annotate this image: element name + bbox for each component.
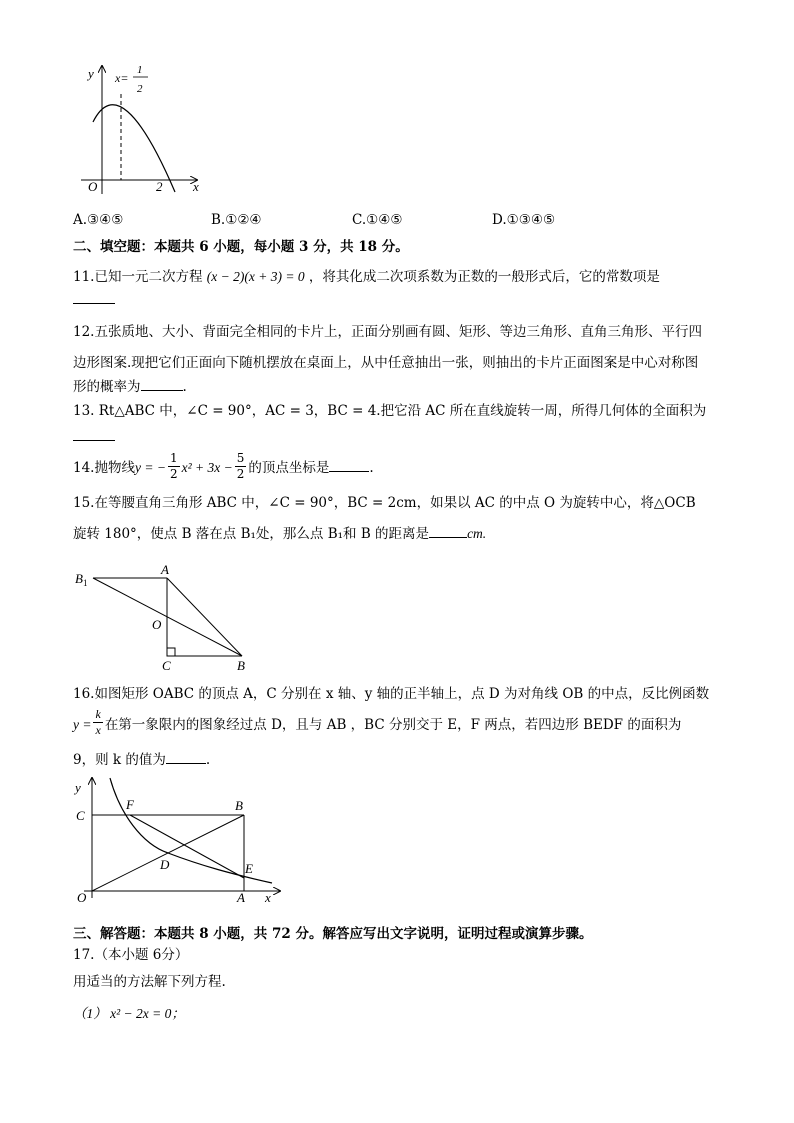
label-o: O — [77, 890, 87, 902]
q12-line3: 形的概率为 . — [73, 379, 187, 395]
q11-answer-blank — [73, 303, 115, 304]
origin-label: O — [88, 179, 98, 194]
axis-frac-num: 1 — [137, 64, 143, 76]
option-c: C.①④⑤ — [352, 212, 403, 228]
option-d: D.①③④⑤ — [492, 212, 556, 228]
q16-frac-den: x — [95, 723, 101, 737]
q14-frac1 — [168, 451, 180, 482]
q12-answer-blank — [141, 378, 183, 391]
label-b: B — [235, 798, 243, 813]
q16-line1: 16.如图矩形 OABC 的顶点 A，C 分别在 x 轴、y 轴的正半轴上，点 D 为对角线 OB 的中点，反比例函数 — [73, 686, 710, 702]
y-axis-label: y — [88, 66, 94, 81]
q14-frac2-den: 2 — [236, 467, 245, 481]
right-angle-mark — [167, 648, 175, 656]
q13-answer-blank — [73, 440, 115, 441]
label-b1: $B_1$ — [75, 571, 88, 588]
q16-lhs: y = — [73, 717, 92, 732]
q16-frac-num: k — [95, 707, 101, 721]
q16-answer-blank — [166, 751, 206, 764]
triangle-figure — [72, 562, 257, 674]
rectangle-hyperbola-figure — [72, 774, 287, 902]
q15-line1: 15.在等腰直角三角形 ABC 中，∠C = 90°，BC = 2cm，如果以 AC 的中点 O 为旋转中心，将△OCB — [73, 495, 696, 511]
q15-line2-text: 旋转 180°，使点 B 落在点 B₁处，那么点 B₁和 B 的距离是 — [73, 526, 430, 542]
label-a: A — [237, 890, 245, 902]
label-c: C — [76, 808, 85, 823]
q16-frac — [93, 707, 102, 738]
q11-line — [73, 268, 660, 286]
q14-frac2-num: 5 — [236, 451, 245, 465]
parabola-figure — [75, 60, 210, 200]
q16-line2 — [73, 707, 681, 743]
label-b: B — [237, 658, 245, 673]
q14-frac1-den: 2 — [169, 467, 178, 481]
section2-title: 二、填空题：本题共 6 小题，每小题 3 分，共 18 分。 — [73, 239, 409, 255]
section3-title: 三、解答题：本题共 8 小题，共 72 分。解答应写出文字说明，证明过程或演算步骤。 — [73, 926, 593, 942]
q17-instruction: 用适当的方法解下列方程. — [73, 974, 226, 990]
label-c: C — [162, 658, 171, 673]
option-a: A.③④⑤ — [73, 212, 124, 228]
q12-line2: 边形图案.现把它们正面向下随机摆放在桌面上，从中任意抽出一张，则抽出的卡片正面图案是中心对称图 — [73, 355, 699, 371]
q15-answer-blank — [429, 525, 467, 538]
option-b: B.①②④ — [211, 212, 262, 228]
q12-line1: 12.五张质地、大小、背面完全相同的卡片上，正面分别画有圆、矩形、等边三角形、直角三角形、平行四 — [73, 324, 702, 340]
label-e: E — [245, 861, 253, 876]
q13-line1: 13. Rt△ABC 中，∠C = 90°，AC = 3，BC = 4.把它沿 AC 所在直线旋转一周，所得几何体的全面积为 — [73, 403, 707, 419]
axis-label-prefix: x= — [115, 71, 129, 85]
q14-frac1-num: 1 — [169, 451, 178, 465]
parabola-curve — [93, 105, 175, 192]
q17-header: 17.（本小题 6分） — [73, 947, 189, 963]
label-a: A — [161, 562, 169, 577]
segment-a-b — [167, 578, 242, 656]
q14-line: 14.抛物线y = − $\frac{1}{2}$ x² + 3x − $\frac{5}{2}$ 的顶点坐标是 . — [73, 451, 374, 481]
q14-prefix: 14.抛物线 — [73, 460, 135, 476]
q16-line2-text: 在第一象限内的图象经过点 D，且与 AB ，BC 分别交于 E，F 两点，若四边形 BEDF 的面积为 — [104, 717, 682, 733]
q14-answer-blank — [329, 459, 369, 472]
q14-mid: x² + 3x − — [181, 460, 233, 475]
q14-lhs: y = − — [134, 460, 166, 475]
q14-frac2 — [235, 451, 247, 482]
q15-line2 — [73, 525, 486, 543]
label-f: F — [126, 797, 134, 812]
q11-equation: (x − 2)(x + 3) = 0 — [206, 269, 305, 284]
label-d: D — [160, 857, 170, 872]
q14-suffix: 的顶点坐标是 — [248, 460, 330, 476]
segment-f-e — [130, 815, 244, 878]
q16-line3: 9，则 k 的值为 . — [73, 752, 211, 768]
q12-line3-text: 形的概率为 — [73, 379, 141, 395]
x-axis-label: x — [193, 179, 199, 194]
label-x: x — [265, 890, 271, 902]
q17-part1: （1） x² − 2x = 0； — [73, 1006, 185, 1021]
q16-line3-text: 9，则 k 的值为 — [73, 752, 166, 768]
root-label: 2 — [156, 179, 163, 194]
label-o: O — [152, 617, 162, 632]
label-y: y — [75, 780, 81, 795]
axis-frac-den: 2 — [137, 83, 143, 95]
q11-prefix: 11.已知一元二次方程 — [73, 269, 203, 285]
q15-unit: cm. — [467, 526, 487, 541]
q11-suffix: ，将其化成二次项系数为正数的一般形式后，它的常数项是 — [308, 269, 660, 285]
